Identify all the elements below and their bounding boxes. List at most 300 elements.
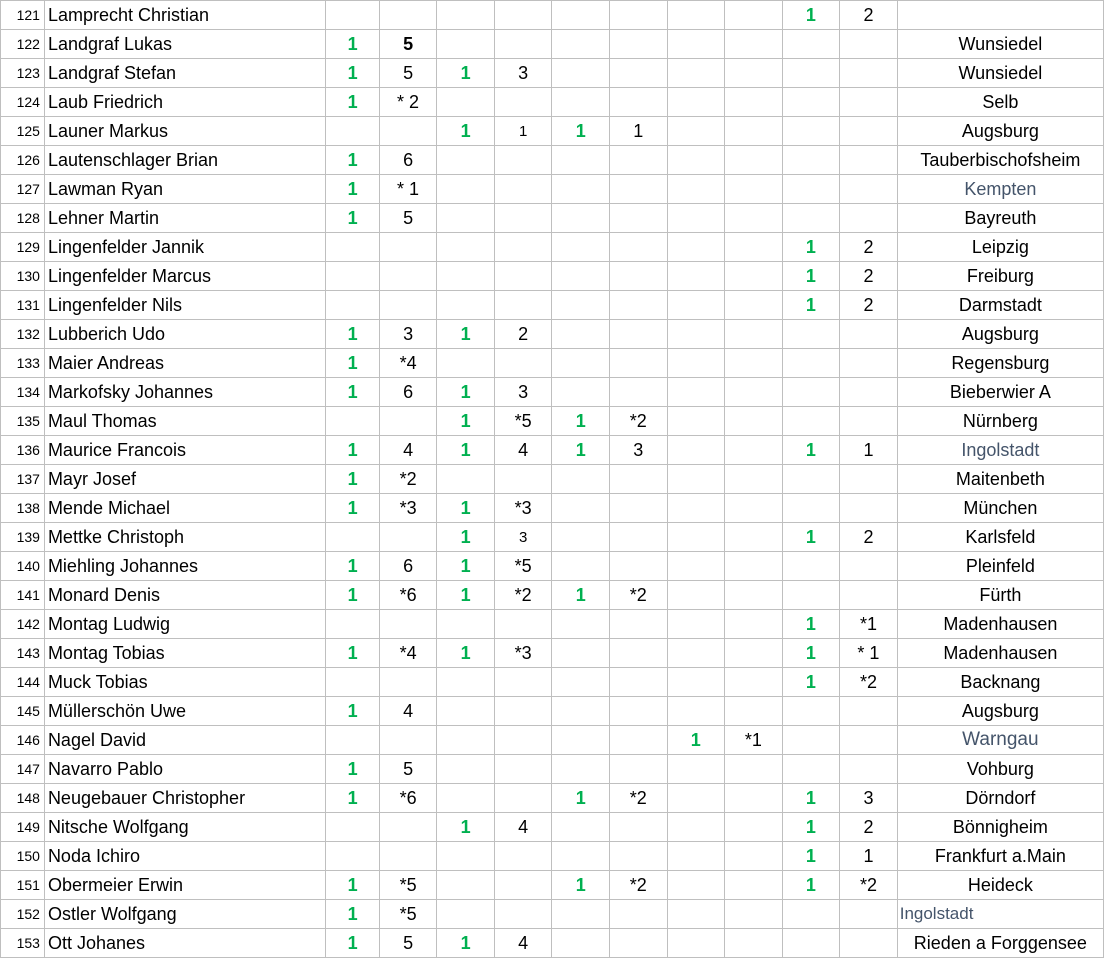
participation-flag-cell[interactable]: 1 [326,871,379,900]
count-cell[interactable]: *4 [379,349,437,378]
row-number[interactable]: 122 [1,30,45,59]
name-cell[interactable]: Maurice Francois [44,436,326,465]
participation-flag-cell[interactable]: 1 [552,871,610,900]
participation-flag-cell[interactable] [326,813,379,842]
count-cell[interactable] [840,349,898,378]
participation-flag-cell[interactable] [782,755,840,784]
count-cell[interactable] [494,465,552,494]
name-cell[interactable]: Nitsche Wolfgang [44,813,326,842]
participation-flag-cell[interactable]: 1 [437,494,495,523]
count-cell[interactable]: 5 [379,929,437,958]
count-cell[interactable] [609,146,667,175]
participation-flag-cell[interactable]: 1 [782,233,840,262]
count-cell[interactable] [494,755,552,784]
count-cell[interactable] [725,349,783,378]
participation-flag-cell[interactable]: 1 [782,436,840,465]
city-cell[interactable]: Bieberwier A [897,378,1103,407]
count-cell[interactable] [840,88,898,117]
participation-flag-cell[interactable] [326,1,379,30]
count-cell[interactable] [840,378,898,407]
participation-flag-cell[interactable] [667,842,725,871]
participation-flag-cell[interactable]: 1 [552,407,610,436]
count-cell[interactable] [609,552,667,581]
row-number[interactable]: 140 [1,552,45,581]
participation-flag-cell[interactable] [552,30,610,59]
participation-flag-cell[interactable]: 1 [782,262,840,291]
city-cell[interactable]: Augsburg [897,697,1103,726]
participation-flag-cell[interactable] [437,842,495,871]
count-cell[interactable] [725,117,783,146]
count-cell[interactable]: 2 [840,1,898,30]
name-cell[interactable]: Neugebauer Christopher [44,784,326,813]
participation-flag-cell[interactable] [782,494,840,523]
count-cell[interactable] [609,204,667,233]
count-cell[interactable] [494,30,552,59]
count-cell[interactable]: 2 [840,291,898,320]
count-cell[interactable]: *4 [379,639,437,668]
participation-flag-cell[interactable] [667,291,725,320]
participation-flag-cell[interactable] [437,1,495,30]
participation-flag-cell[interactable] [667,610,725,639]
count-cell[interactable] [494,610,552,639]
participation-flag-cell[interactable] [437,146,495,175]
participation-flag-cell[interactable] [437,204,495,233]
participation-flag-cell[interactable] [326,291,379,320]
count-cell[interactable] [725,697,783,726]
name-cell[interactable]: Landgraf Stefan [44,59,326,88]
count-cell[interactable] [840,929,898,958]
participation-flag-cell[interactable]: 1 [326,175,379,204]
participation-flag-cell[interactable] [552,320,610,349]
name-cell[interactable]: Obermeier Erwin [44,871,326,900]
participation-flag-cell[interactable] [782,349,840,378]
count-cell[interactable]: *5 [379,900,437,929]
participation-flag-cell[interactable] [667,378,725,407]
count-cell[interactable]: 6 [379,552,437,581]
participation-flag-cell[interactable] [667,523,725,552]
participation-flag-cell[interactable] [437,30,495,59]
name-cell[interactable]: Lehner Martin [44,204,326,233]
count-cell[interactable]: *5 [379,871,437,900]
participation-flag-cell[interactable] [667,262,725,291]
count-cell[interactable] [609,639,667,668]
count-cell[interactable] [379,610,437,639]
city-cell[interactable]: Madenhausen [897,610,1103,639]
count-cell[interactable] [609,842,667,871]
participation-flag-cell[interactable]: 1 [326,88,379,117]
count-cell[interactable]: *6 [379,581,437,610]
count-cell[interactable] [725,320,783,349]
name-cell[interactable]: Müllerschön Uwe [44,697,326,726]
participation-flag-cell[interactable] [437,871,495,900]
row-number[interactable]: 132 [1,320,45,349]
name-cell[interactable]: Mende Michael [44,494,326,523]
count-cell[interactable] [725,465,783,494]
count-cell[interactable] [379,523,437,552]
participation-flag-cell[interactable] [552,465,610,494]
count-cell[interactable] [494,88,552,117]
count-cell[interactable] [725,88,783,117]
count-cell[interactable] [494,697,552,726]
count-cell[interactable]: 2 [840,523,898,552]
count-cell[interactable] [609,320,667,349]
count-cell[interactable] [725,175,783,204]
participation-flag-cell[interactable]: 1 [326,349,379,378]
count-cell[interactable]: 2 [840,233,898,262]
count-cell[interactable]: 4 [379,697,437,726]
row-number[interactable]: 127 [1,175,45,204]
count-cell[interactable]: *2 [840,668,898,697]
count-cell[interactable]: 3 [609,436,667,465]
row-number[interactable]: 153 [1,929,45,958]
count-cell[interactable]: 3 [840,784,898,813]
name-cell[interactable]: Maul Thomas [44,407,326,436]
count-cell[interactable] [609,175,667,204]
count-cell[interactable]: 1 [840,842,898,871]
participation-flag-cell[interactable] [552,755,610,784]
participation-flag-cell[interactable] [552,59,610,88]
count-cell[interactable] [840,552,898,581]
participation-flag-cell[interactable] [667,175,725,204]
name-cell[interactable]: Miehling Johannes [44,552,326,581]
count-cell[interactable] [494,668,552,697]
participation-flag-cell[interactable] [552,639,610,668]
name-cell[interactable]: Ostler Wolfgang [44,900,326,929]
participation-flag-cell[interactable] [552,726,610,755]
count-cell[interactable] [725,1,783,30]
participation-flag-cell[interactable] [667,668,725,697]
count-cell[interactable] [609,262,667,291]
participation-flag-cell[interactable]: 1 [552,784,610,813]
count-cell[interactable]: *1 [725,726,783,755]
city-cell[interactable]: Augsburg [897,117,1103,146]
count-cell[interactable] [494,204,552,233]
count-cell[interactable]: *2 [609,871,667,900]
participation-flag-cell[interactable] [667,1,725,30]
participation-flag-cell[interactable]: 1 [326,581,379,610]
participation-flag-cell[interactable] [667,436,725,465]
participation-flag-cell[interactable]: 1 [326,204,379,233]
participation-flag-cell[interactable] [552,378,610,407]
row-number[interactable]: 145 [1,697,45,726]
participation-flag-cell[interactable] [667,117,725,146]
row-number[interactable]: 123 [1,59,45,88]
participation-flag-cell[interactable] [667,233,725,262]
count-cell[interactable]: 3 [494,378,552,407]
participation-flag-cell[interactable] [437,88,495,117]
participation-flag-cell[interactable] [326,668,379,697]
city-cell[interactable]: Leipzig [897,233,1103,262]
participation-flag-cell[interactable] [552,523,610,552]
count-cell[interactable]: 5 [379,755,437,784]
city-cell[interactable] [897,1,1103,30]
count-cell[interactable]: *2 [609,581,667,610]
participation-flag-cell[interactable] [667,320,725,349]
row-number[interactable]: 136 [1,436,45,465]
count-cell[interactable] [494,784,552,813]
city-cell[interactable]: Maitenbeth [897,465,1103,494]
participation-flag-cell[interactable] [326,523,379,552]
participation-flag-cell[interactable]: 1 [782,813,840,842]
participation-flag-cell[interactable] [437,291,495,320]
count-cell[interactable] [725,523,783,552]
count-cell[interactable] [840,581,898,610]
participation-flag-cell[interactable] [326,610,379,639]
participation-flag-cell[interactable] [437,262,495,291]
count-cell[interactable] [379,117,437,146]
count-cell[interactable] [840,175,898,204]
count-cell[interactable]: 1 [840,436,898,465]
count-cell[interactable]: 3 [494,59,552,88]
row-number[interactable]: 133 [1,349,45,378]
participation-flag-cell[interactable] [326,407,379,436]
name-cell[interactable]: Lautenschlager Brian [44,146,326,175]
count-cell[interactable] [379,407,437,436]
participation-flag-cell[interactable] [782,726,840,755]
count-cell[interactable]: 4 [379,436,437,465]
participation-flag-cell[interactable] [326,233,379,262]
name-cell[interactable]: Landgraf Lukas [44,30,326,59]
participation-flag-cell[interactable] [782,929,840,958]
participation-flag-cell[interactable] [667,697,725,726]
row-number[interactable]: 126 [1,146,45,175]
participation-flag-cell[interactable] [782,407,840,436]
participation-flag-cell[interactable]: 1 [782,871,840,900]
participation-flag-cell[interactable] [437,726,495,755]
count-cell[interactable] [840,320,898,349]
city-cell[interactable]: Tauberbischofsheim [897,146,1103,175]
participation-flag-cell[interactable] [552,291,610,320]
participation-flag-cell[interactable]: 1 [782,523,840,552]
city-cell[interactable]: Warngau [897,726,1103,755]
city-cell[interactable]: Bönnigheim [897,813,1103,842]
count-cell[interactable] [494,900,552,929]
count-cell[interactable] [609,755,667,784]
count-cell[interactable] [379,842,437,871]
participation-flag-cell[interactable]: 1 [437,117,495,146]
count-cell[interactable]: * 1 [840,639,898,668]
city-cell[interactable]: Regensburg [897,349,1103,378]
participation-flag-cell[interactable]: 1 [326,900,379,929]
count-cell[interactable] [609,291,667,320]
name-cell[interactable]: Lubberich Udo [44,320,326,349]
participation-flag-cell[interactable] [552,552,610,581]
count-cell[interactable] [725,929,783,958]
count-cell[interactable] [725,494,783,523]
count-cell[interactable] [609,726,667,755]
participation-flag-cell[interactable] [667,755,725,784]
participation-flag-cell[interactable]: 1 [437,813,495,842]
row-number[interactable]: 121 [1,1,45,30]
participation-flag-cell[interactable] [437,755,495,784]
participation-flag-cell[interactable] [667,871,725,900]
participation-flag-cell[interactable] [552,900,610,929]
participation-flag-cell[interactable]: 1 [326,30,379,59]
name-cell[interactable]: Launer Markus [44,117,326,146]
count-cell[interactable] [379,813,437,842]
count-cell[interactable] [609,378,667,407]
name-cell[interactable]: Lingenfelder Marcus [44,262,326,291]
row-number[interactable]: 137 [1,465,45,494]
count-cell[interactable] [609,1,667,30]
participation-flag-cell[interactable]: 1 [437,523,495,552]
participation-flag-cell[interactable] [667,204,725,233]
participation-flag-cell[interactable] [552,146,610,175]
city-cell[interactable]: Rieden a Forggensee [897,929,1103,958]
count-cell[interactable] [609,929,667,958]
count-cell[interactable] [840,146,898,175]
participation-flag-cell[interactable] [552,610,610,639]
participation-flag-cell[interactable]: 1 [437,436,495,465]
city-cell[interactable]: Heideck [897,871,1103,900]
city-cell[interactable]: Kempten [897,175,1103,204]
count-cell[interactable] [725,407,783,436]
count-cell[interactable]: 5 [379,204,437,233]
row-number[interactable]: 142 [1,610,45,639]
count-cell[interactable]: *5 [494,407,552,436]
participation-flag-cell[interactable] [437,175,495,204]
count-cell[interactable] [609,88,667,117]
row-number[interactable]: 149 [1,813,45,842]
participation-flag-cell[interactable] [782,59,840,88]
count-cell[interactable]: 4 [494,436,552,465]
row-number[interactable]: 130 [1,262,45,291]
count-cell[interactable] [840,407,898,436]
participation-flag-cell[interactable]: 1 [667,726,725,755]
row-number[interactable]: 128 [1,204,45,233]
row-number[interactable]: 150 [1,842,45,871]
count-cell[interactable] [609,465,667,494]
count-cell[interactable]: 2 [494,320,552,349]
count-cell[interactable] [609,349,667,378]
count-cell[interactable] [494,1,552,30]
count-cell[interactable] [840,697,898,726]
count-cell[interactable]: 5 [379,59,437,88]
participation-flag-cell[interactable] [437,784,495,813]
count-cell[interactable] [609,494,667,523]
participation-flag-cell[interactable] [667,552,725,581]
participation-flag-cell[interactable] [782,697,840,726]
participation-flag-cell[interactable] [667,813,725,842]
participation-flag-cell[interactable] [667,494,725,523]
participation-flag-cell[interactable] [782,320,840,349]
row-number[interactable]: 134 [1,378,45,407]
count-cell[interactable] [725,755,783,784]
participation-flag-cell[interactable] [437,697,495,726]
name-cell[interactable]: Mayr Josef [44,465,326,494]
participation-flag-cell[interactable]: 1 [326,494,379,523]
participation-flag-cell[interactable] [782,117,840,146]
city-cell[interactable]: Nürnberg [897,407,1103,436]
participation-flag-cell[interactable]: 1 [552,581,610,610]
participation-flag-cell[interactable]: 1 [437,929,495,958]
participation-flag-cell[interactable] [667,88,725,117]
participation-flag-cell[interactable] [782,552,840,581]
participation-flag-cell[interactable]: 1 [326,146,379,175]
city-cell[interactable]: Fürth [897,581,1103,610]
participation-flag-cell[interactable]: 1 [782,842,840,871]
count-cell[interactable]: 4 [494,813,552,842]
city-cell[interactable]: Darmstadt [897,291,1103,320]
row-number[interactable]: 146 [1,726,45,755]
row-number[interactable]: 131 [1,291,45,320]
participation-flag-cell[interactable]: 1 [552,436,610,465]
count-cell[interactable]: *2 [840,871,898,900]
count-cell[interactable] [609,900,667,929]
count-cell[interactable] [840,726,898,755]
count-cell[interactable]: 1 [609,117,667,146]
participation-flag-cell[interactable]: 1 [437,552,495,581]
name-cell[interactable]: Lawman Ryan [44,175,326,204]
participation-flag-cell[interactable] [782,465,840,494]
participation-flag-cell[interactable]: 1 [326,784,379,813]
name-cell[interactable]: Navarro Pablo [44,755,326,784]
participation-flag-cell[interactable] [552,88,610,117]
row-number[interactable]: 152 [1,900,45,929]
count-cell[interactable] [494,871,552,900]
name-cell[interactable]: Muck Tobias [44,668,326,697]
row-number[interactable]: 151 [1,871,45,900]
name-cell[interactable]: Noda Ichiro [44,842,326,871]
name-cell[interactable]: Nagel David [44,726,326,755]
count-cell[interactable] [609,697,667,726]
name-cell[interactable]: Laub Friedrich [44,88,326,117]
participation-flag-cell[interactable] [552,1,610,30]
participation-flag-cell[interactable] [782,175,840,204]
participation-flag-cell[interactable] [552,494,610,523]
participation-flag-cell[interactable] [667,929,725,958]
participation-flag-cell[interactable] [552,233,610,262]
count-cell[interactable] [840,755,898,784]
participation-flag-cell[interactable] [782,900,840,929]
row-number[interactable]: 139 [1,523,45,552]
count-cell[interactable] [609,523,667,552]
participation-flag-cell[interactable]: 1 [326,755,379,784]
count-cell[interactable] [379,668,437,697]
count-cell[interactable]: *1 [840,610,898,639]
participation-flag-cell[interactable] [326,117,379,146]
count-cell[interactable] [725,204,783,233]
count-cell[interactable] [840,465,898,494]
city-cell[interactable]: München [897,494,1103,523]
count-cell[interactable] [840,30,898,59]
count-cell[interactable]: *6 [379,784,437,813]
name-cell[interactable]: Lamprecht Christian [44,1,326,30]
count-cell[interactable]: * 1 [379,175,437,204]
count-cell[interactable] [379,726,437,755]
participation-flag-cell[interactable] [437,610,495,639]
count-cell[interactable] [725,668,783,697]
participation-flag-cell[interactable] [667,146,725,175]
participation-flag-cell[interactable] [782,581,840,610]
count-cell[interactable] [609,233,667,262]
count-cell[interactable] [725,610,783,639]
participation-flag-cell[interactable]: 1 [326,378,379,407]
city-cell[interactable]: Karlsfeld [897,523,1103,552]
count-cell[interactable] [494,726,552,755]
count-cell[interactable]: *3 [494,639,552,668]
participation-flag-cell[interactable]: 1 [326,465,379,494]
participation-flag-cell[interactable]: 1 [437,639,495,668]
city-cell[interactable]: Wunsiedel [897,30,1103,59]
count-cell[interactable]: 1 [494,117,552,146]
participation-flag-cell[interactable] [667,349,725,378]
count-cell[interactable] [609,813,667,842]
count-cell[interactable] [725,784,783,813]
city-cell[interactable]: Backnang [897,668,1103,697]
name-cell[interactable]: Ott Johanes [44,929,326,958]
row-number[interactable]: 138 [1,494,45,523]
